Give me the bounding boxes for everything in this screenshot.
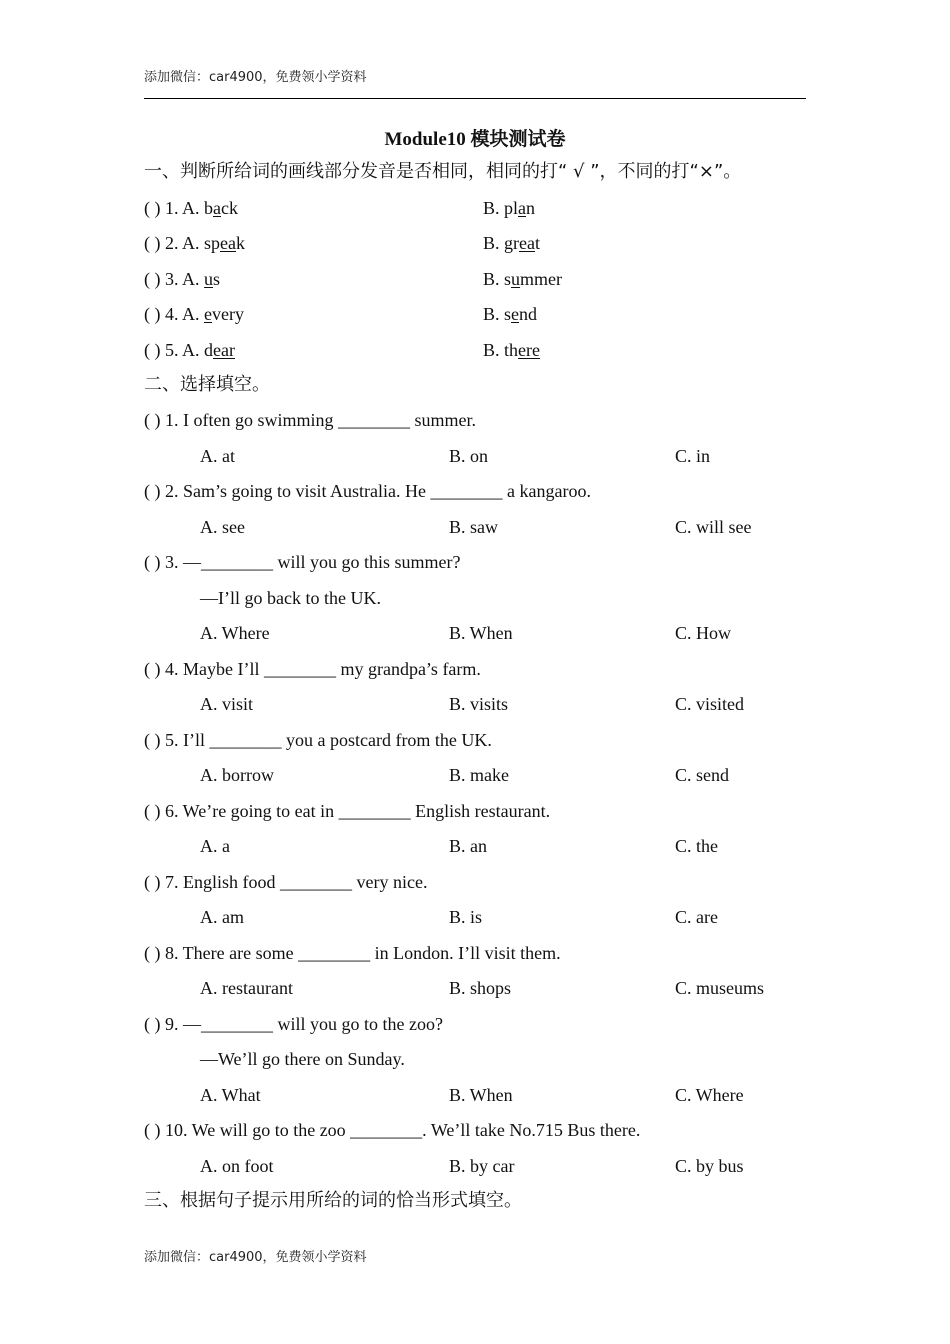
s2-q3-reply: —I’ll go back to the UK. [200,588,381,608]
s2-q1-option-c: C. in [675,446,711,466]
s2-q9-option-b: B. When [449,1085,513,1105]
s2-q1-stem: ( ) 1. I often go swimming ________ summer. [144,410,476,430]
s2-q2-stem: ( ) 2. Sam’s going to visit Australia. He ________ a kangaroo. [144,481,591,501]
page-footer: 添加微信：car4900，免费领小学资料 [144,1250,367,1265]
s2-q3-stem: ( ) 3. —________ will you go this summer? [144,552,461,572]
s2-q1-option-a: A. at [200,446,235,466]
s1-q1-option-a: ( ) 1. A. back [144,198,238,218]
section3-heading: 三、根据句子提示用所给的词的恰当形式填空。 [144,1190,522,1211]
s2-q4-stem: ( ) 4. Maybe I’ll ________ my grandpa’s farm. [144,659,481,679]
s2-q5-stem: ( ) 5. I’ll ________ you a postcard from the UK. [144,730,492,750]
s2-q2-option-c: C. will see [675,517,752,537]
s2-q9-reply: —We’ll go there on Sunday. [200,1049,405,1069]
s2-q3-option-b: B. When [449,623,513,643]
s2-q5-option-a: A. borrow [200,765,274,785]
s1-q2-option-b: B. great [483,233,540,253]
s2-q4-option-b: B. visits [449,694,509,714]
s2-q7-option-a: A. am [200,907,244,927]
s1-q1-option-b: B. plan [483,198,536,218]
s1-q4-option-b: B. send [483,304,538,324]
s2-q3-option-c: C. How [675,623,732,643]
s2-q2-option-b: B. saw [449,517,498,537]
s1-q3-option-b: B. summer [483,269,563,289]
header-divider [144,98,806,99]
s2-q10-option-c: C. by bus [675,1156,744,1176]
s2-q9-option-c: C. Where [675,1085,744,1105]
s2-q6-option-b: B. an [449,836,487,856]
s1-q5-option-b: B. there [483,340,540,360]
section2-heading: 二、选择填空。 [144,374,270,395]
page-title: Module10 模块测试卷 [384,129,566,150]
s2-q1-option-b: B. on [449,446,489,466]
s1-q5-option-a: ( ) 5. A. dear [144,340,235,360]
s2-q7-stem: ( ) 7. English food ________ very nice. [144,872,428,892]
section1-heading: 一、判断所给词的画线部分发音是否相同，相同的打“ √ ”，不同的打“×”。 [144,161,742,182]
s2-q8-stem: ( ) 8. There are some ________ in London. I’ll visit them. [144,943,561,963]
s2-q6-option-c: C. the [675,836,718,856]
s2-q10-option-a: A. on foot [200,1156,274,1176]
s2-q9-stem: ( ) 9. —________ will you go to the zoo? [144,1014,443,1034]
s2-q6-stem: ( ) 6. We’re going to eat in ________ English restaurant. [144,801,551,821]
s1-q3-option-a: ( ) 3. A. us [144,269,221,289]
s2-q7-option-b: B. is [449,907,483,927]
s2-q8-option-c: C. museums [675,978,765,998]
s2-q5-option-c: C. send [675,765,729,785]
s2-q8-option-a: A. restaurant [200,978,293,998]
page-header: 添加微信：car4900，免费领小学资料 [144,70,367,85]
s2-q8-option-b: B. shops [449,978,512,998]
s2-q2-option-a: A. see [200,517,245,537]
s2-q6-option-a: A. a [200,836,230,856]
s2-q3-option-a: A. Where [200,623,270,643]
s2-q7-option-c: C. are [675,907,718,927]
s2-q10-stem: ( ) 10. We will go to the zoo ________. We’ll take No.715 Bus there. [144,1120,641,1140]
s2-q4-option-c: C. visited [675,694,745,714]
s2-q9-option-a: A. What [200,1085,261,1105]
s2-q4-option-a: A. visit [200,694,254,714]
s2-q5-option-b: B. make [449,765,509,785]
s2-q10-option-b: B. by car [449,1156,515,1176]
s1-q4-option-a: ( ) 4. A. every [144,304,244,324]
s1-q2-option-a: ( ) 2. A. speak [144,233,245,253]
